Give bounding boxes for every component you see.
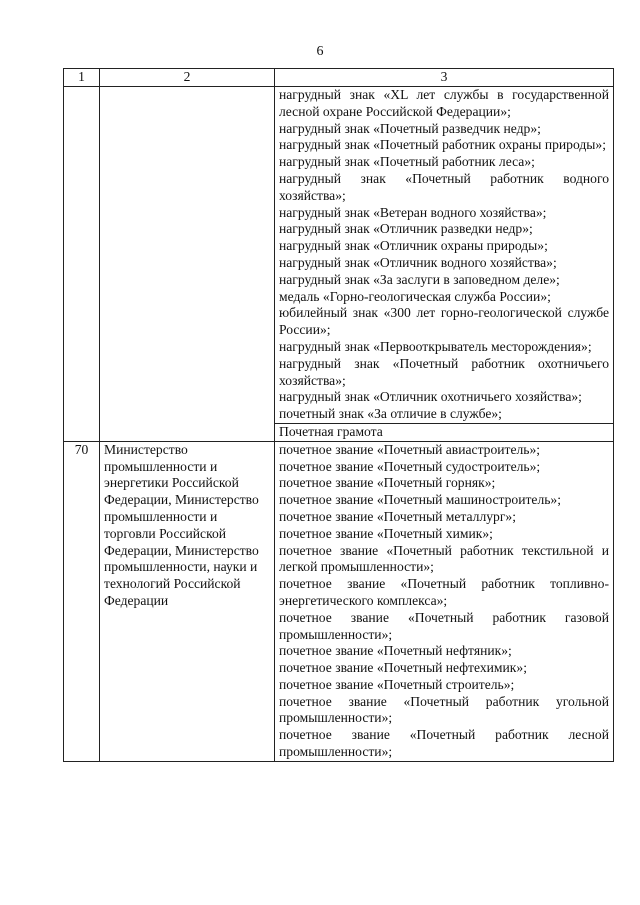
column-header-2: 2 xyxy=(100,69,275,87)
award-item: нагрудный знак «Отличник охотничьего хозяйства»; xyxy=(279,389,582,405)
award-item: почетное звание «Почетный работник угольной промышленности»; xyxy=(279,693,609,726)
organization-cell xyxy=(100,87,275,442)
award-item: почетное звание «Почетный химик»; xyxy=(279,525,493,541)
awards-cell xyxy=(275,87,614,442)
page-number: 6 xyxy=(316,44,324,59)
awards-cell xyxy=(275,441,614,761)
award-item: почетное звание «Почетный строитель»; xyxy=(279,676,515,692)
award-item: нагрудный знак «Ветеран водного хозяйства»; xyxy=(279,204,547,220)
award-item: нагрудный знак «Отличник охраны природы»; xyxy=(279,238,548,254)
award-item: нагрудный знак «Отличник разведки недр»; xyxy=(279,221,533,237)
award-item: нагрудный знак «Почетный работник охраны природы»; xyxy=(279,137,606,153)
award-item: почетное звание «Почетный работник лесной промышленности»; xyxy=(279,727,609,760)
table-row xyxy=(64,441,614,761)
table-header-row xyxy=(64,69,614,87)
award-item: нагрудный знак «XL лет службы в государственной лесной охране Российской Федерации»; xyxy=(279,87,609,119)
award-item: почетное звание «Почетный металлург»; xyxy=(279,508,516,524)
column-header-3: 3 xyxy=(275,69,614,87)
award-item: юбилейный знак «300 лет горно-геологической службе России»; xyxy=(279,305,609,338)
table-row xyxy=(64,87,614,442)
award-item: почетное звание «Почетный судостроитель»; xyxy=(279,458,541,474)
award-item: нагрудный знак «Первооткрыватель месторождения»; xyxy=(279,338,592,354)
award-item: почетное звание «Почетный горняк»; xyxy=(279,475,496,491)
award-item: почетное звание «Почетный авиастроитель»; xyxy=(279,441,541,457)
award-item-last: Почетная грамота xyxy=(275,423,613,441)
award-item: почетное звание «Почетный работник топливно-энергетического комплекса»; xyxy=(279,576,609,608)
award-item: нагрудный знак «За заслуги в заповедном деле»; xyxy=(279,271,560,287)
award-item: почетное звание «Почетный нефтехимик»; xyxy=(279,660,527,676)
organization-cell: Министерство промышленности и энергетики Российской Федерации, Министерство промышленности и торговли Российской Федерации, Министерство промышленности, науки и технологий Российской Федерации xyxy=(100,441,275,761)
award-item: нагрудный знак «Почетный работник водного хозяйства»; xyxy=(279,170,609,203)
award-item: почетное звание «Почетный работник газовой промышленности»; xyxy=(279,609,609,642)
column-header-1: 1 xyxy=(64,69,100,87)
awards-table xyxy=(63,68,614,762)
award-item: почетный знак «За отличие в службе»; xyxy=(279,406,502,422)
award-item: нагрудный знак «Отличник водного хозяйства»; xyxy=(279,254,557,270)
award-item: нагрудный знак «Почетный разведчик недр»; xyxy=(279,120,541,136)
award-item: медаль «Горно-геологическая служба России»; xyxy=(279,288,551,304)
award-item: почетное звание «Почетный нефтяник»; xyxy=(279,643,512,659)
row-number-cell: 70 xyxy=(64,441,100,761)
award-item: почетное звание «Почетный работник текстильной и легкой промышленности»; xyxy=(279,542,609,575)
row-number-cell xyxy=(64,87,100,442)
award-item: почетное звание «Почетный машиностроитель»; xyxy=(279,492,562,508)
award-item: нагрудный знак «Почетный работник леса»; xyxy=(279,154,535,170)
award-item: нагрудный знак «Почетный работник охотничьего хозяйства»; xyxy=(279,355,609,388)
